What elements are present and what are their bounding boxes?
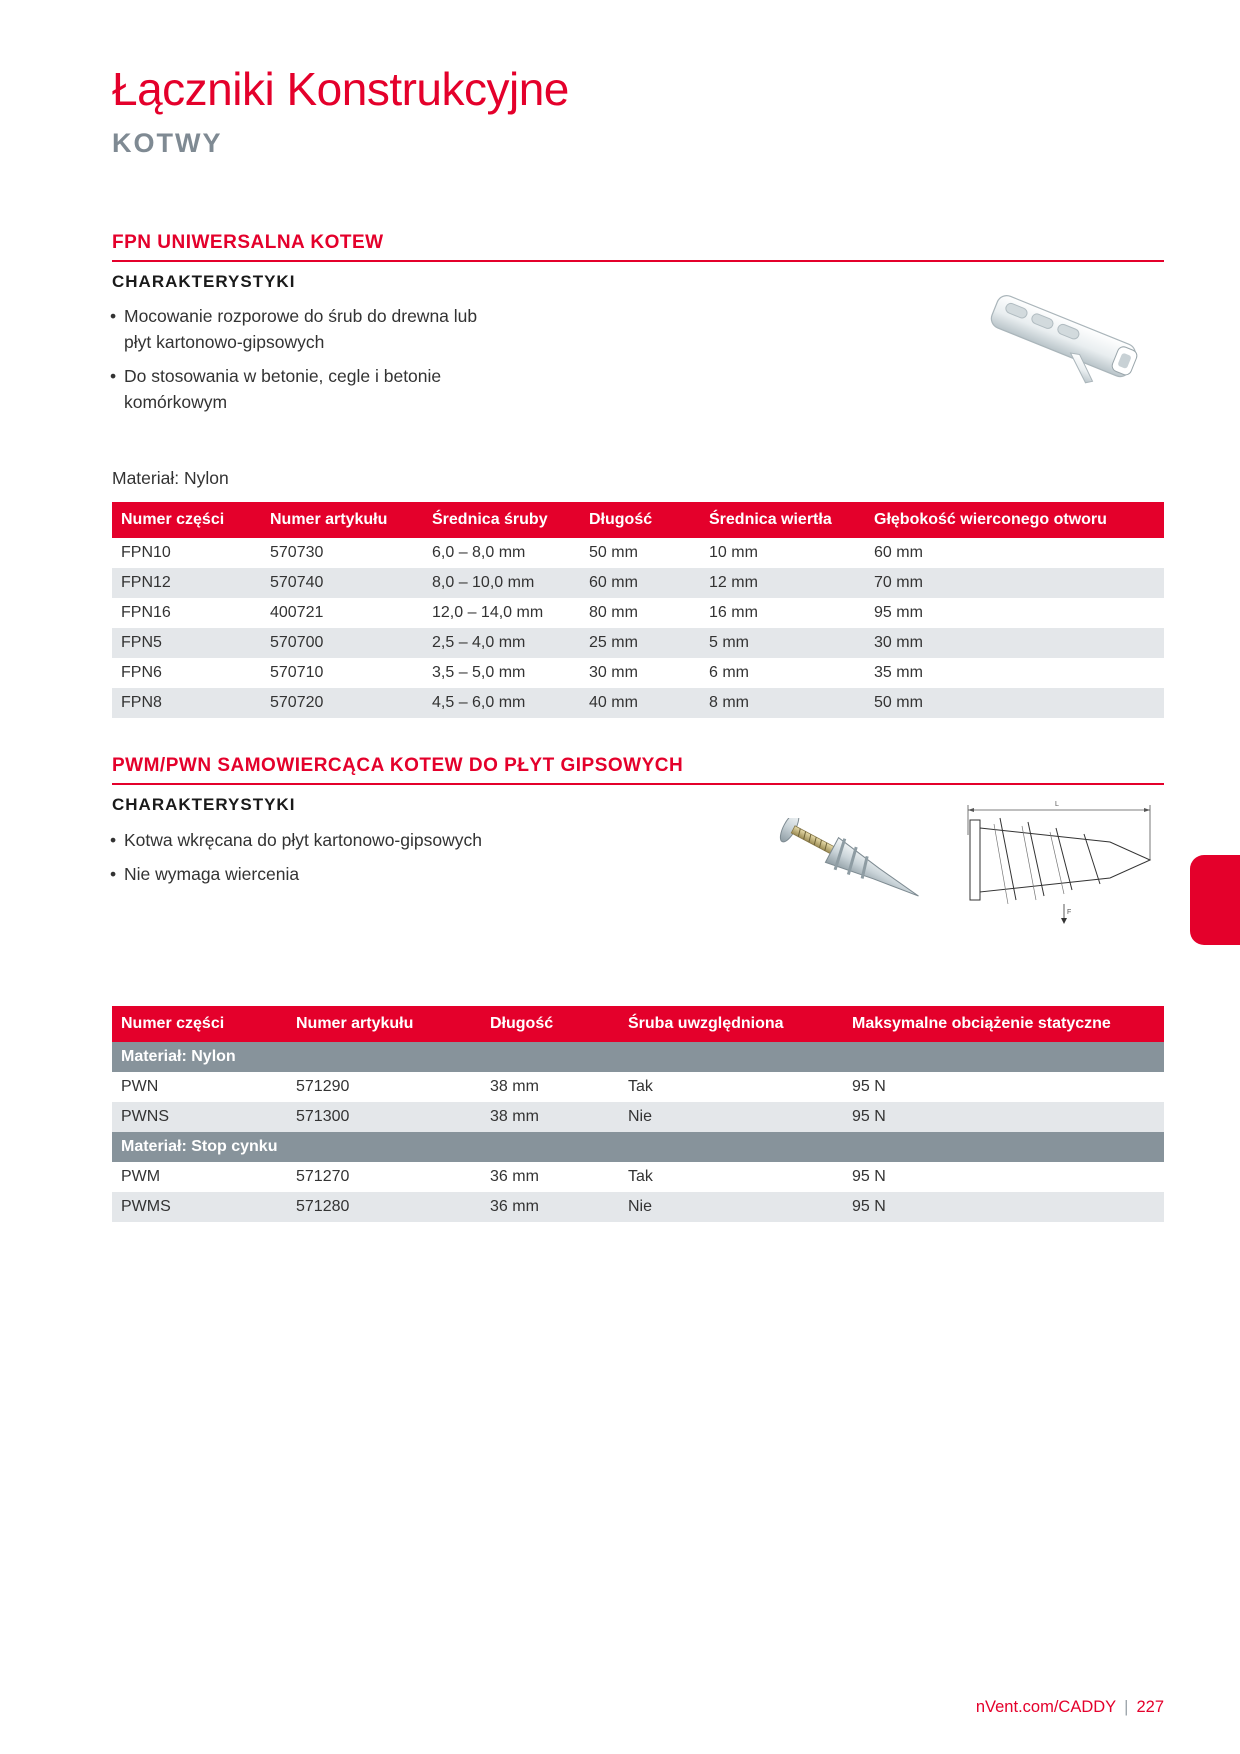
table-cell: 571280 <box>287 1192 481 1222</box>
column-header: Głębokość wierconego otworu <box>865 502 1164 538</box>
feature-item: • Do stosowania w betonie, cegle i betonie komórkowym <box>110 363 504 415</box>
table-row <box>112 598 1164 628</box>
force-label: F <box>1067 909 1072 916</box>
table-row <box>112 568 1164 598</box>
table-cell: PWNS <box>112 1102 287 1132</box>
table-cell: 35 mm <box>874 664 923 681</box>
table-cell: 60 mm <box>580 568 700 598</box>
table-cell: 95 N <box>843 1192 1164 1222</box>
column-header: Średnica śruby <box>423 502 580 538</box>
table-row <box>112 1162 1164 1192</box>
table-cell: 95 N <box>852 1078 886 1095</box>
table-cell: 10 mm <box>709 544 758 561</box>
page-subtitle: KOTWY <box>112 128 223 158</box>
feature-list <box>110 303 504 423</box>
table-cell: 2,5 – 4,0 mm <box>423 628 580 658</box>
table-cell: 30 mm <box>865 628 1164 658</box>
table-cell: 4,5 – 6,0 mm <box>423 688 580 718</box>
table-cell: 16 mm <box>709 604 758 621</box>
table-cell: FPN8 <box>112 688 261 718</box>
table-cell: FPN10 <box>121 544 171 561</box>
column-header: Śruba uwzględniona <box>619 1006 843 1042</box>
table-cell: 38 mm <box>490 1078 539 1095</box>
table-cell: 570730 <box>270 544 324 561</box>
group-label: Materiał: Nylon <box>112 1042 1164 1072</box>
table-cell: PWN <box>121 1078 159 1095</box>
material-label: Materiał: Nylon <box>112 468 229 488</box>
table-cell: FPN12 <box>112 568 261 598</box>
table-row <box>112 658 1164 688</box>
table-cell: 8,0 – 10,0 mm <box>423 568 580 598</box>
table-cell: FPN5 <box>112 628 261 658</box>
page-title: Łączniki Konstrukcyjne <box>112 63 569 115</box>
column-header: Numer części <box>112 1006 287 1042</box>
column-header: Numer artykułu <box>287 1006 481 1042</box>
table-cell: 30 mm <box>589 664 638 681</box>
table-row <box>112 1072 1164 1102</box>
table-cell: Nie <box>619 1192 843 1222</box>
table-row <box>112 1102 1164 1132</box>
table-cell: 60 mm <box>874 544 923 561</box>
table-cell: 3,5 – 5,0 mm <box>432 664 526 681</box>
pwm-anchor-image <box>768 818 938 918</box>
table-cell: 40 mm <box>580 688 700 718</box>
table-cell: 571270 <box>296 1168 350 1185</box>
chapter-side-tab <box>1190 855 1240 945</box>
table-cell: 70 mm <box>865 568 1164 598</box>
feature-list <box>110 827 644 895</box>
table-header-row <box>112 1006 1164 1042</box>
table-group-row <box>112 1132 1164 1162</box>
table-row <box>112 538 1164 568</box>
table-cell: 95 N <box>843 1102 1164 1132</box>
group-label: Materiał: Stop cynku <box>112 1132 1164 1162</box>
table-cell: 36 mm <box>490 1168 539 1185</box>
pwm-spec-table <box>112 1006 1164 1222</box>
characteristics-label: CHARAKTERYSTYKI <box>112 795 296 814</box>
section-title-fpn: FPN UNIWERSALNA KOTEW <box>112 232 384 253</box>
table-cell: 95 N <box>852 1168 886 1185</box>
page-number: 227 <box>1136 1698 1164 1716</box>
section-title-pwm-pwn: PWM/PWN SAMOWIERCĄCA KOTEW DO PŁYT GIPSOWYCH <box>112 755 684 776</box>
length-label: L <box>1055 801 1059 808</box>
table-cell: 12 mm <box>700 568 865 598</box>
table-row <box>112 1192 1164 1222</box>
fpn-anchor-image <box>980 290 1150 390</box>
table-cell: 570710 <box>270 664 324 681</box>
table-cell: 570700 <box>261 628 423 658</box>
table-cell: Tak <box>628 1168 653 1185</box>
table-cell: 25 mm <box>580 628 700 658</box>
feature-item: • Nie wymaga wiercenia <box>110 861 644 887</box>
table-cell: 95 mm <box>874 604 923 621</box>
table-cell: 570720 <box>261 688 423 718</box>
table-cell: 50 mm <box>589 544 638 561</box>
table-cell: Nie <box>619 1102 843 1132</box>
table-cell: 6 mm <box>709 664 749 681</box>
column-header: Długość <box>580 502 700 538</box>
feature-item: • Kotwa wkręcana do płyt kartonowo-gipsowych <box>110 827 644 853</box>
table-cell: 570740 <box>261 568 423 598</box>
section-divider <box>112 783 1164 785</box>
table-cell: 80 mm <box>589 604 638 621</box>
table-cell: 12,0 – 14,0 mm <box>432 604 544 621</box>
column-header: Średnica wiertła <box>700 502 865 538</box>
table-group-row <box>112 1042 1164 1072</box>
table-cell: FPN16 <box>121 604 171 621</box>
fpn-spec-table <box>112 502 1164 718</box>
column-header: Długość <box>481 1006 619 1042</box>
table-cell: 571290 <box>296 1078 350 1095</box>
pwm-dimension-drawing <box>960 800 1160 928</box>
column-header: Numer części <box>112 502 261 538</box>
page-footer: nVent.com/CADDY | 227 <box>975 1698 1164 1716</box>
table-row <box>112 688 1164 718</box>
table-cell: PWMS <box>112 1192 287 1222</box>
table-header-row <box>112 502 1164 538</box>
table-cell: 6,0 – 8,0 mm <box>432 544 526 561</box>
table-cell: 5 mm <box>700 628 865 658</box>
column-header: Numer artykułu <box>261 502 423 538</box>
table-cell: Tak <box>628 1078 653 1095</box>
table-cell: 50 mm <box>865 688 1164 718</box>
section-divider <box>112 260 1164 262</box>
table-cell: 400721 <box>270 604 324 621</box>
table-cell: 36 mm <box>481 1192 619 1222</box>
characteristics-label: CHARAKTERYSTYKI <box>112 272 296 291</box>
table-cell: FPN6 <box>121 664 162 681</box>
column-header: Maksymalne obciążenie statyczne <box>843 1006 1164 1042</box>
table-cell: 571300 <box>287 1102 481 1132</box>
table-cell: 8 mm <box>700 688 865 718</box>
feature-item: • Mocowanie rozporowe do śrub do drewna lub płyt kartonowo-gipsowych <box>110 303 504 355</box>
table-cell: PWM <box>121 1168 161 1185</box>
table-cell: 38 mm <box>481 1102 619 1132</box>
footer-site-link[interactable]: nVent.com/CADDY <box>975 1698 1117 1716</box>
table-row <box>112 628 1164 658</box>
